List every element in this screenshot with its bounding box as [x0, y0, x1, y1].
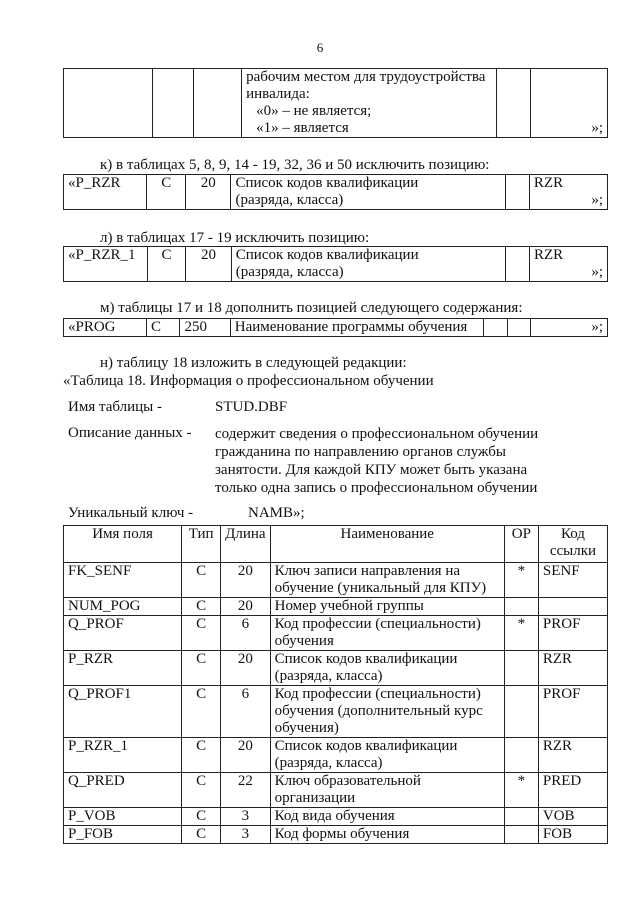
field-op-cell: *: [504, 563, 538, 598]
field-desc-cell: Ключ записи направления на обучение (уникальный для КПУ): [270, 563, 504, 598]
field-length-cell: 20: [221, 651, 270, 686]
field-ref-cell: VOB: [538, 808, 607, 826]
table-row: [64, 686, 608, 738]
field-name-cell: P_RZR: [64, 651, 182, 686]
table-row: [64, 826, 608, 844]
field-length-cell: 6: [221, 686, 270, 738]
field-desc-cell: Код профессии (специальности) обучения (дополнительный курс обучения): [270, 686, 504, 738]
table-name-label: Имя таблицы -: [68, 399, 162, 415]
field-name-cell: P_FOB: [64, 826, 182, 844]
field-op-cell: *: [504, 773, 538, 808]
field-ref-cell: RZR: [538, 651, 607, 686]
field-name-cell: P_VOB: [64, 808, 182, 826]
field-type-cell: C: [182, 738, 221, 773]
field-length-cell: 3: [221, 808, 270, 826]
field-desc-cell: Код профессии (специальности) обучения: [270, 616, 504, 651]
field-length-cell: 3: [221, 826, 270, 844]
field-type-cell: C: [182, 616, 221, 651]
field-op-cell: [504, 686, 538, 738]
field-type-cell: C: [182, 773, 221, 808]
field-name-cell: Q_PROF1: [64, 686, 182, 738]
page-number: 6: [316, 40, 324, 55]
field-type-cell: C: [182, 651, 221, 686]
table-row: [64, 651, 608, 686]
table-row: [64, 773, 608, 808]
data-desc-label: Описание данных -: [68, 425, 192, 441]
section-k-heading: к) в таблицах 5, 8, 9, 14 - 19, 32, 36 и 50 исключить позицию:: [100, 157, 490, 173]
section-n-heading: н) таблицу 18 изложить в следующей редакции:: [100, 355, 407, 371]
unique-key-value: NAMB»;: [248, 505, 305, 521]
section-k-table: «P_RZR C 20 Список кодов квалификации (разряда, класса) RZR »;: [63, 174, 608, 210]
field-name-cell: FK_SENF: [64, 563, 182, 598]
field-type-cell: C: [182, 686, 221, 738]
field-type-cell: C: [182, 563, 221, 598]
field-ref-cell: FOB: [538, 826, 607, 844]
table-title: «Таблица 18. Информация о профессиональном обучении: [63, 373, 434, 389]
field-op-cell: *: [504, 616, 538, 651]
field-desc-cell: Ключ образовательной организации: [270, 773, 504, 808]
data-desc-text: содержит сведения о профессиональном обучении гражданина по направлению органов службы занятости. Для каждой КПУ может быть указана только одна запись о профессиональном обучении: [215, 426, 539, 496]
table-row: [64, 738, 608, 773]
field-length-cell: 22: [221, 773, 270, 808]
field-desc-cell: Список кодов квалификации (разряда, класса): [270, 738, 504, 773]
field-name-cell: NUM_POG: [64, 598, 182, 616]
field-op-cell: [504, 651, 538, 686]
field-length-cell: 20: [221, 563, 270, 598]
section-m-table: «PROG C 250 Наименование программы обучения »;: [63, 318, 608, 337]
field-desc-cell: Код формы обучения: [270, 826, 504, 844]
field-op-cell: [504, 826, 538, 844]
field-name-cell: Q_PROF: [64, 616, 182, 651]
fields-table: [63, 525, 608, 844]
table-row: [64, 808, 608, 826]
table-row: [64, 616, 608, 651]
closing-quote: »;: [530, 69, 607, 138]
field-desc-cell: Список кодов квалификации (разряда, класса): [270, 651, 504, 686]
field-op-cell: [504, 808, 538, 826]
table-header-row: Имя поля Тип Длина Наименование ОР Код ссылки: [64, 526, 608, 563]
top-table: [63, 68, 608, 138]
field-op-cell: [504, 598, 538, 616]
top-desc-cell: рабочим местом для трудоустройства инвалида: «0» – не является; «1» – является: [242, 69, 497, 138]
field-desc-cell: Номер учебной группы: [270, 598, 504, 616]
table-name-value: STUD.DBF: [215, 399, 288, 415]
field-type-cell: C: [182, 826, 221, 844]
section-l-table: «P_RZR_1 C 20 Список кодов квалификации (разряда, класса) RZR »;: [63, 246, 608, 282]
field-ref-cell: RZR: [538, 738, 607, 773]
field-ref-cell: [538, 598, 607, 616]
field-name-cell: Q_PRED: [64, 773, 182, 808]
field-length-cell: 20: [221, 738, 270, 773]
section-l-heading: л) в таблицах 17 - 19 исключить позицию:: [100, 230, 370, 246]
unique-key-label: Уникальный ключ -: [68, 505, 194, 521]
field-name-cell: P_RZR_1: [64, 738, 182, 773]
field-ref-cell: PROF: [538, 616, 607, 651]
field-type-cell: C: [182, 808, 221, 826]
table-row: [64, 563, 608, 598]
field-ref-cell: PRED: [538, 773, 607, 808]
field-ref-cell: PROF: [538, 686, 607, 738]
field-type-cell: C: [182, 598, 221, 616]
field-desc-cell: Код вида обучения: [270, 808, 504, 826]
field-op-cell: [504, 738, 538, 773]
field-ref-cell: SENF: [538, 563, 607, 598]
field-length-cell: 6: [221, 616, 270, 651]
section-m-heading: м) таблицы 17 и 18 дополнить позицией следующего содержания:: [100, 300, 523, 316]
field-length-cell: 20: [221, 598, 270, 616]
table-row: [64, 598, 608, 616]
